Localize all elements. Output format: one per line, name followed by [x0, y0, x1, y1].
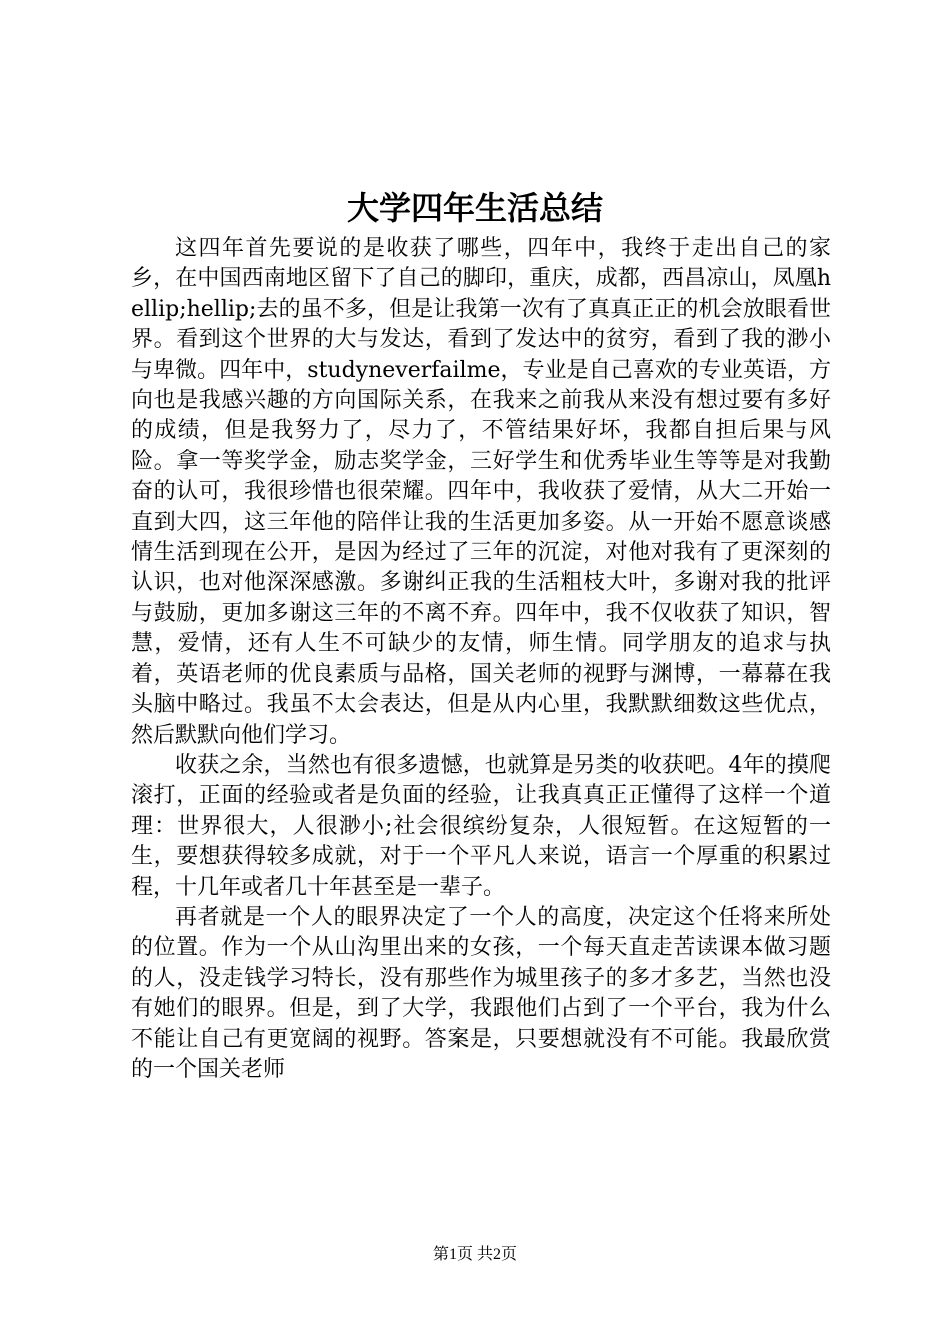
paragraph-3: 再者就是一个人的眼界决定了一个人的高度，决定这个任将来所处的位置。作为一个从山沟里出来的女孩，一个每天直走苦读课本做习题的人，没走钱学习特长，没有那些作为城里孩子的多才多艺，当然也没有她们的眼界。但是，到了大学，我跟他们占到了一个平台，我为什么不能让自己有更宽阔的视野。答案是，只要想就没有不可能。我最欣赏的一个国关老师: [131, 904, 831, 1082]
page-number-footer: 第1页 共2页: [432, 1246, 517, 1263]
paragraph-1: 这四年首先要说的是收获了哪些，四年中，我终于走出自己的家乡，在中国西南地区留下了自己的脚印，重庆，成都，西昌凉山，凤凰hellip;hellip;去的虽不多，但是让我第一次有了真真正正的机会放眼看世界。看到这个世界的大与发达，看到了发达中的贫穷，看到了我的渺小与卑微。四年中，studyneverfailme，专业是自己喜欢的专业英语，方向也是我感兴趣的方向国际关系，在我来之前我从来没有想过要有多好的成绩，但是我努力了，尽力了，不管结果好坏，我都自担后果与风险。拿一等奖学金，励志奖学金，三好学生和优秀毕业生等等是对我勤奋的认可，我很珍惜也很荣耀。四年中，我收获了爱情，从大二开始一直到大四，这三年他的陪伴让我的生活更加多姿。从一开始不愿意谈感情生活到现在公开，是因为经过了三年的沉淀，对他对我有了更深刻的认识，也对他深深感激。多谢纠正我的生活粗枝大叶，多谢对我的批评与鼓励，更加多谢这三年的不离不弃。四年中，我不仅收获了知识，智慧，爱情，还有人生不可缺少的友情，师生情。同学朋友的追求与执着，英语老师的优良素质与品格，国关老师的视野与渊博，一幕幕在我头脑中略过。我虽不太会表达，但是从内心里，我默默细数这些优点，然后默默向他们学习。: [131, 236, 831, 748]
paragraph-2: 收获之余，当然也有很多遗憾，也就算是另类的收获吧。4年的摸爬滚打，正面的经验或者是负面的经验，让我真真正正懂得了这样一个道理：世界很大，人很渺小;社会很缤纷复杂，人很短暂。在这短暂的一生，要想获得较多成就，对于一个平凡人来说，语言一个厚重的积累过程，十几年或者几十年甚至是一辈子。: [131, 752, 831, 900]
document-body: [131, 234, 831, 1085]
document-title: 大学四年生活总结: [346, 189, 603, 227]
